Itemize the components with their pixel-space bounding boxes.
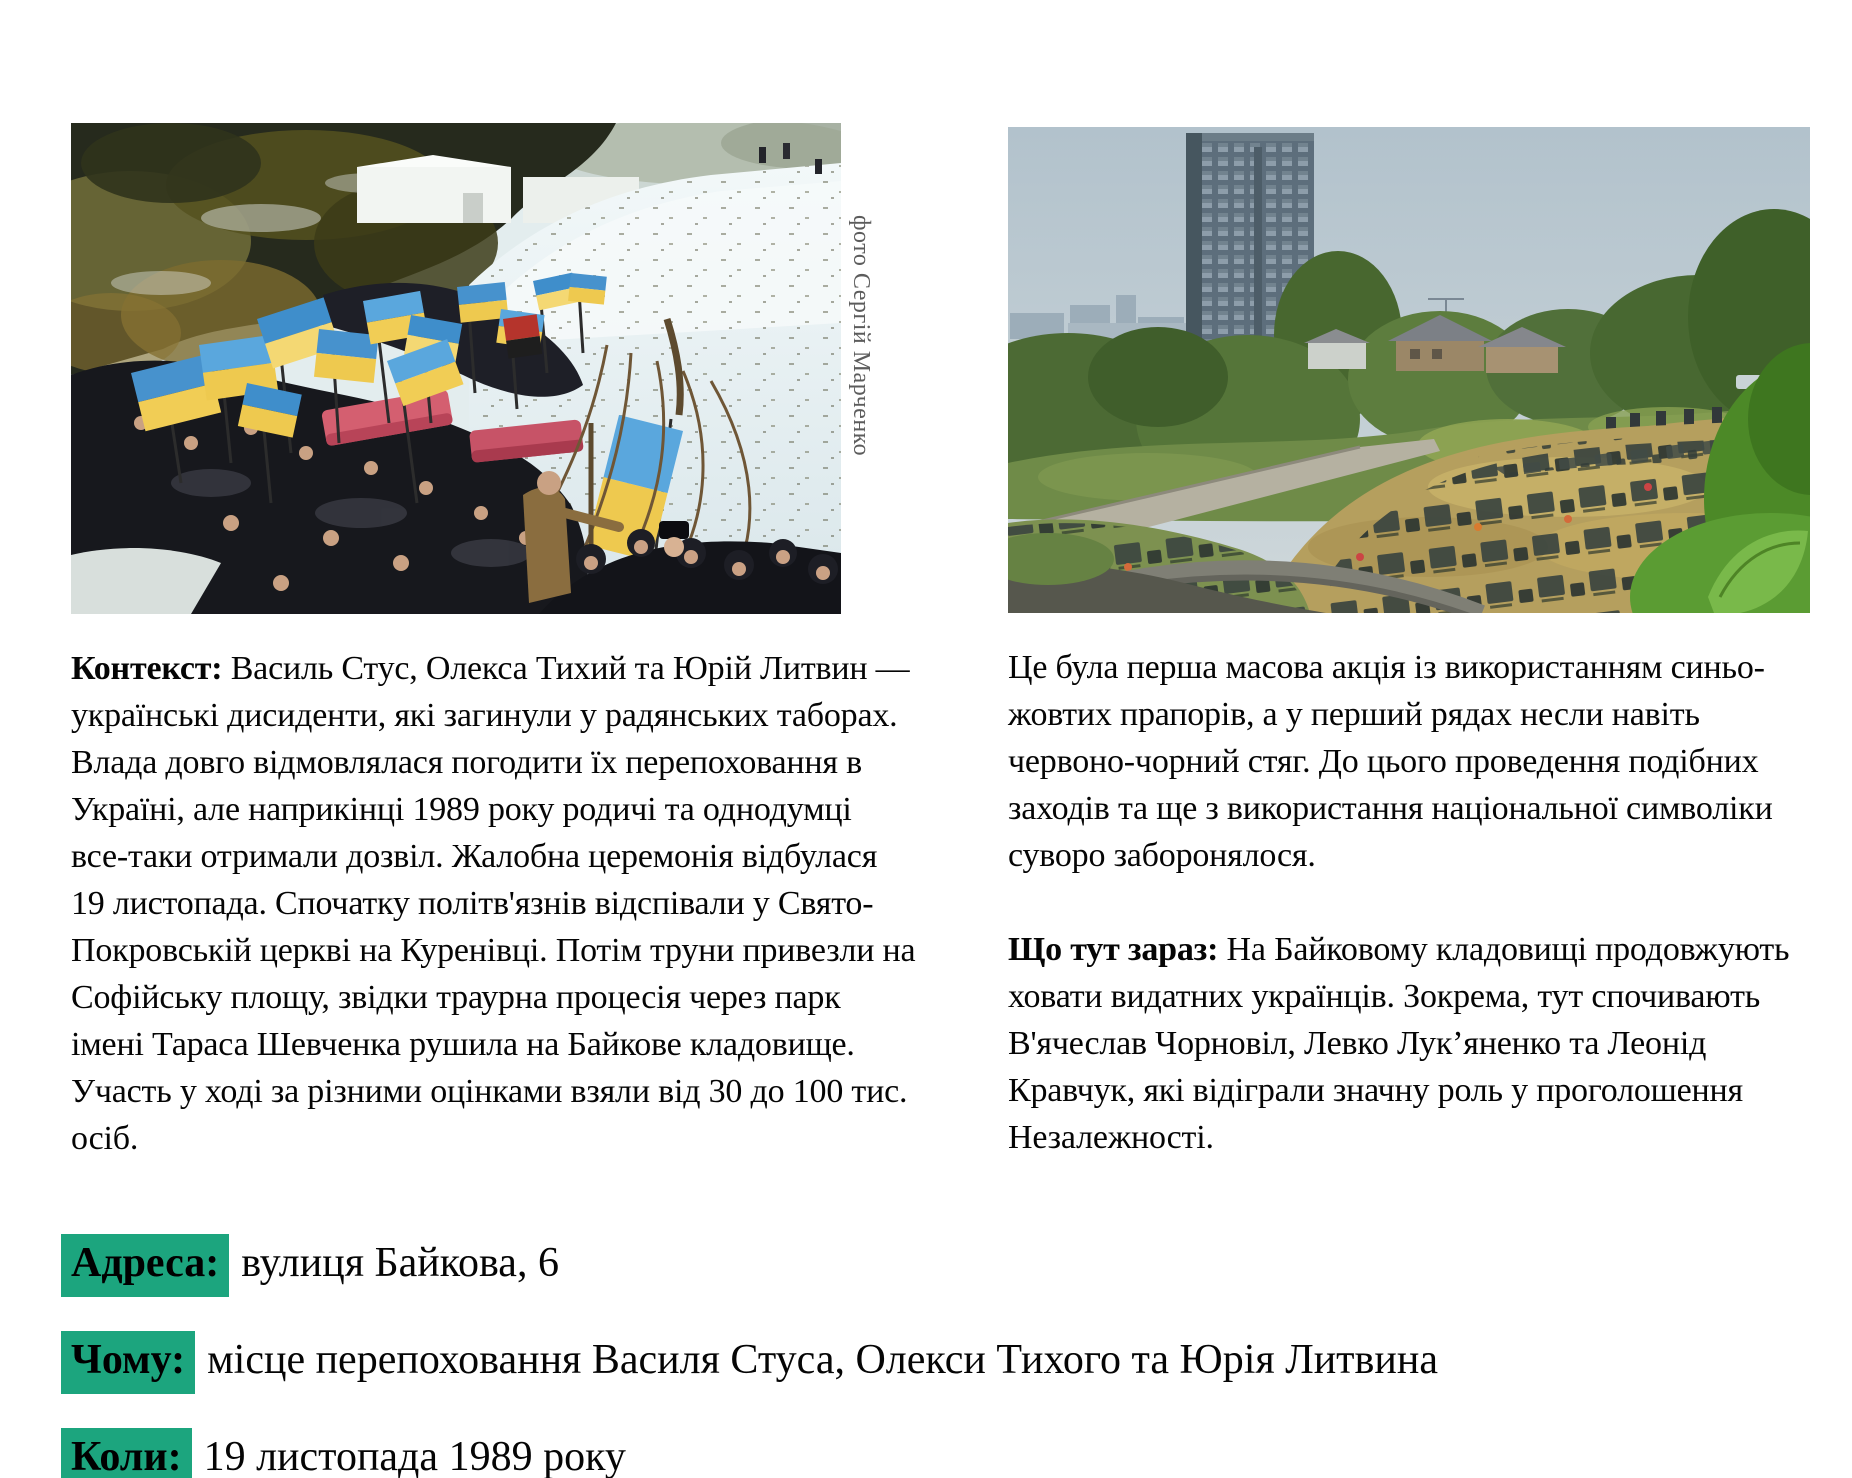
- photo-funeral-procession: [71, 123, 916, 614]
- why-value: місце перепоховання Василя Стуса, Олекси Тихого та Юрія Литвина: [207, 1337, 1438, 1383]
- photo-baikove-cemetery: [1008, 127, 1824, 613]
- why-label: Чому:: [61, 1331, 195, 1394]
- cemetery-illustration: [1008, 127, 1810, 613]
- fact-why: [61, 1331, 1438, 1394]
- what-is-here-paragraph: [1008, 926, 1824, 1161]
- fact-when: [61, 1428, 1438, 1478]
- left-column: [71, 123, 916, 1162]
- address-value: вулиця Байкова, 6: [241, 1240, 559, 1286]
- when-value: 19 листопада 1989 року: [203, 1434, 626, 1478]
- first-action-paragraph: Це була перша масова акція із використанням синьо-жовтих прапорів, а у перший рядах несли навіть червоно-чорний стяг. До цього проведення подібних заходів та ще з використання національної символіки суворо заборонялося.: [1008, 649, 1773, 874]
- right-column: [1008, 127, 1824, 1161]
- what-is-here-text: На Байковому кладовищі продовжують ховати видатних українців. Зокрема, тут спочивають В'ячеслав Чорновіл, Левко Лук’яненко та Леонід Кравчук, які відіграли значну роль у проголошення Незалежності.: [1008, 931, 1790, 1156]
- funeral-procession-illustration: [71, 123, 841, 614]
- context-paragraph: [71, 645, 916, 1162]
- context-label: Контекст:: [71, 650, 223, 687]
- address-label: Адреса:: [61, 1234, 229, 1297]
- what-is-here-label: Що тут зараз:: [1008, 931, 1219, 968]
- when-label: Коли:: [61, 1428, 192, 1478]
- context-text: Василь Стус, Олекса Тихий та Юрій Литвин — українські дисиденти, які загинули у радянських таборах. Влада довго відмовлялася погодити їх перепоховання в Україні, але наприкінці 1989 року родичі та однодумці все-таки отримали дозвіл. Жалобна церемонія відбулася 19 листопада. Спочатку політв'язнів відспівали у Свято-Покровській церкві на Куренівці. Потім труни привезли на Софійську площу, звідки траурна процесія через парк імені Тараса Шевченка рушила на Байкове кладовище. Участь у ході за різними оцінками взяли від 30 до 100 тис. осіб.: [71, 650, 916, 1157]
- photo-credit: фото Сергій Марченко: [848, 215, 874, 457]
- fact-address: [61, 1234, 1438, 1297]
- facts-block: [61, 1234, 1438, 1478]
